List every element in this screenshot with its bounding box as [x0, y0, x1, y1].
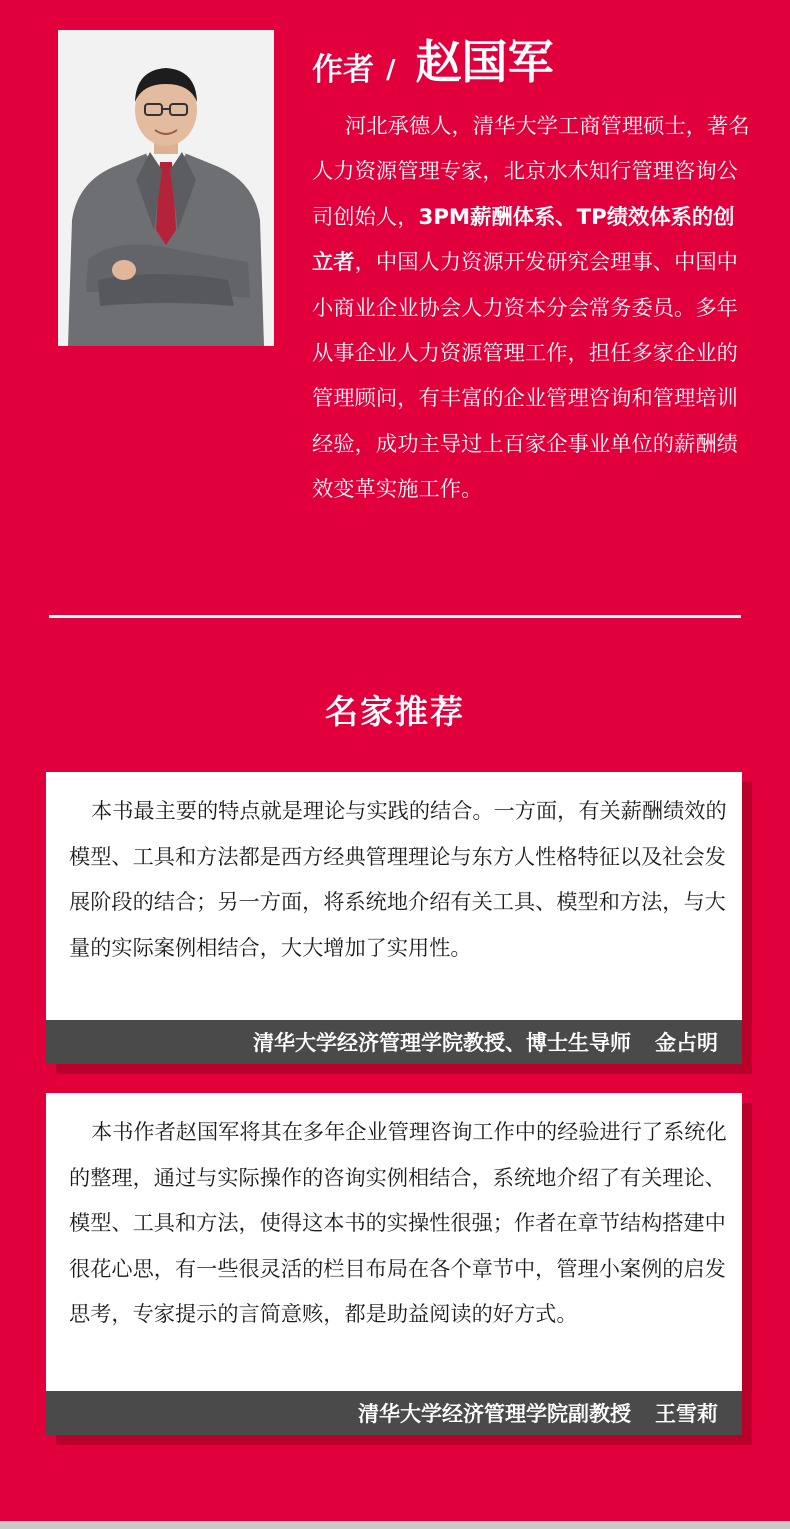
author-photo — [58, 30, 274, 346]
recommendation-card — [46, 772, 742, 1064]
recommender-footer — [46, 1391, 742, 1435]
author-bio — [312, 104, 752, 513]
recommender-name: 王雪莉 — [655, 1402, 718, 1426]
recommender-title: 清华大学经济管理学院副教授 — [358, 1402, 631, 1426]
bio-highlight: 3PM薪酬体系、TP绩效体系的创立者 — [312, 204, 735, 276]
author-label: 作者 — [312, 52, 374, 88]
recommender-name: 金占明 — [655, 1031, 718, 1055]
bio-text-part1: 河北承德人，清华大学工商管理硕士，著名人力资源管理专家，北京水木知行管理咨询公司创始人， — [312, 114, 750, 230]
section-title: 名家推荐 — [325, 692, 465, 731]
recommender-footer — [46, 1020, 742, 1064]
recommender-title: 清华大学经济管理学院教授、博士生导师 — [253, 1031, 631, 1055]
author-name: 赵国军 — [415, 35, 554, 89]
section-divider — [49, 615, 741, 618]
bottom-strip — [0, 1521, 790, 1529]
bio-text-part2: ，中国人力资源开发研究会理事、中国中小商业企业协会人力资本分会常务委员。多年从事企业人力资源管理工作，担任多家企业的管理顾问，有丰富的企业管理咨询和管理培训经验，成功主导过上百家企事业单位的薪酬绩效变革实施工作。 — [312, 250, 738, 503]
recommendation-card — [46, 1093, 742, 1435]
recommendation-text: 本书最主要的特点就是理论与实践的结合。一方面，有关薪酬绩效的模型、工具和方法都是西方经典管理理论与东方人性格特征以及社会发展阶段的结合；另一方面，将系统地介绍有关工具、模型和方法，与大量的实际案例相结合，大大增加了实用性。 — [69, 798, 727, 960]
author-heading — [312, 28, 554, 90]
author-separator: / — [386, 55, 396, 85]
recommendation-text: 本书作者赵国军将其在多年企业管理咨询工作中的经验进行了系统化的整理，通过与实际操作的咨询实例相结合，系统地介绍了有关理论、模型、工具和方法，使得这本书的实操性很强；作者在章节结构搭建中很花心思，有一些很灵活的栏目布局在各个章节中，管理小案例的启发思考，专家提示的言简意赅，都是助益阅读的好方式。 — [69, 1119, 727, 1327]
